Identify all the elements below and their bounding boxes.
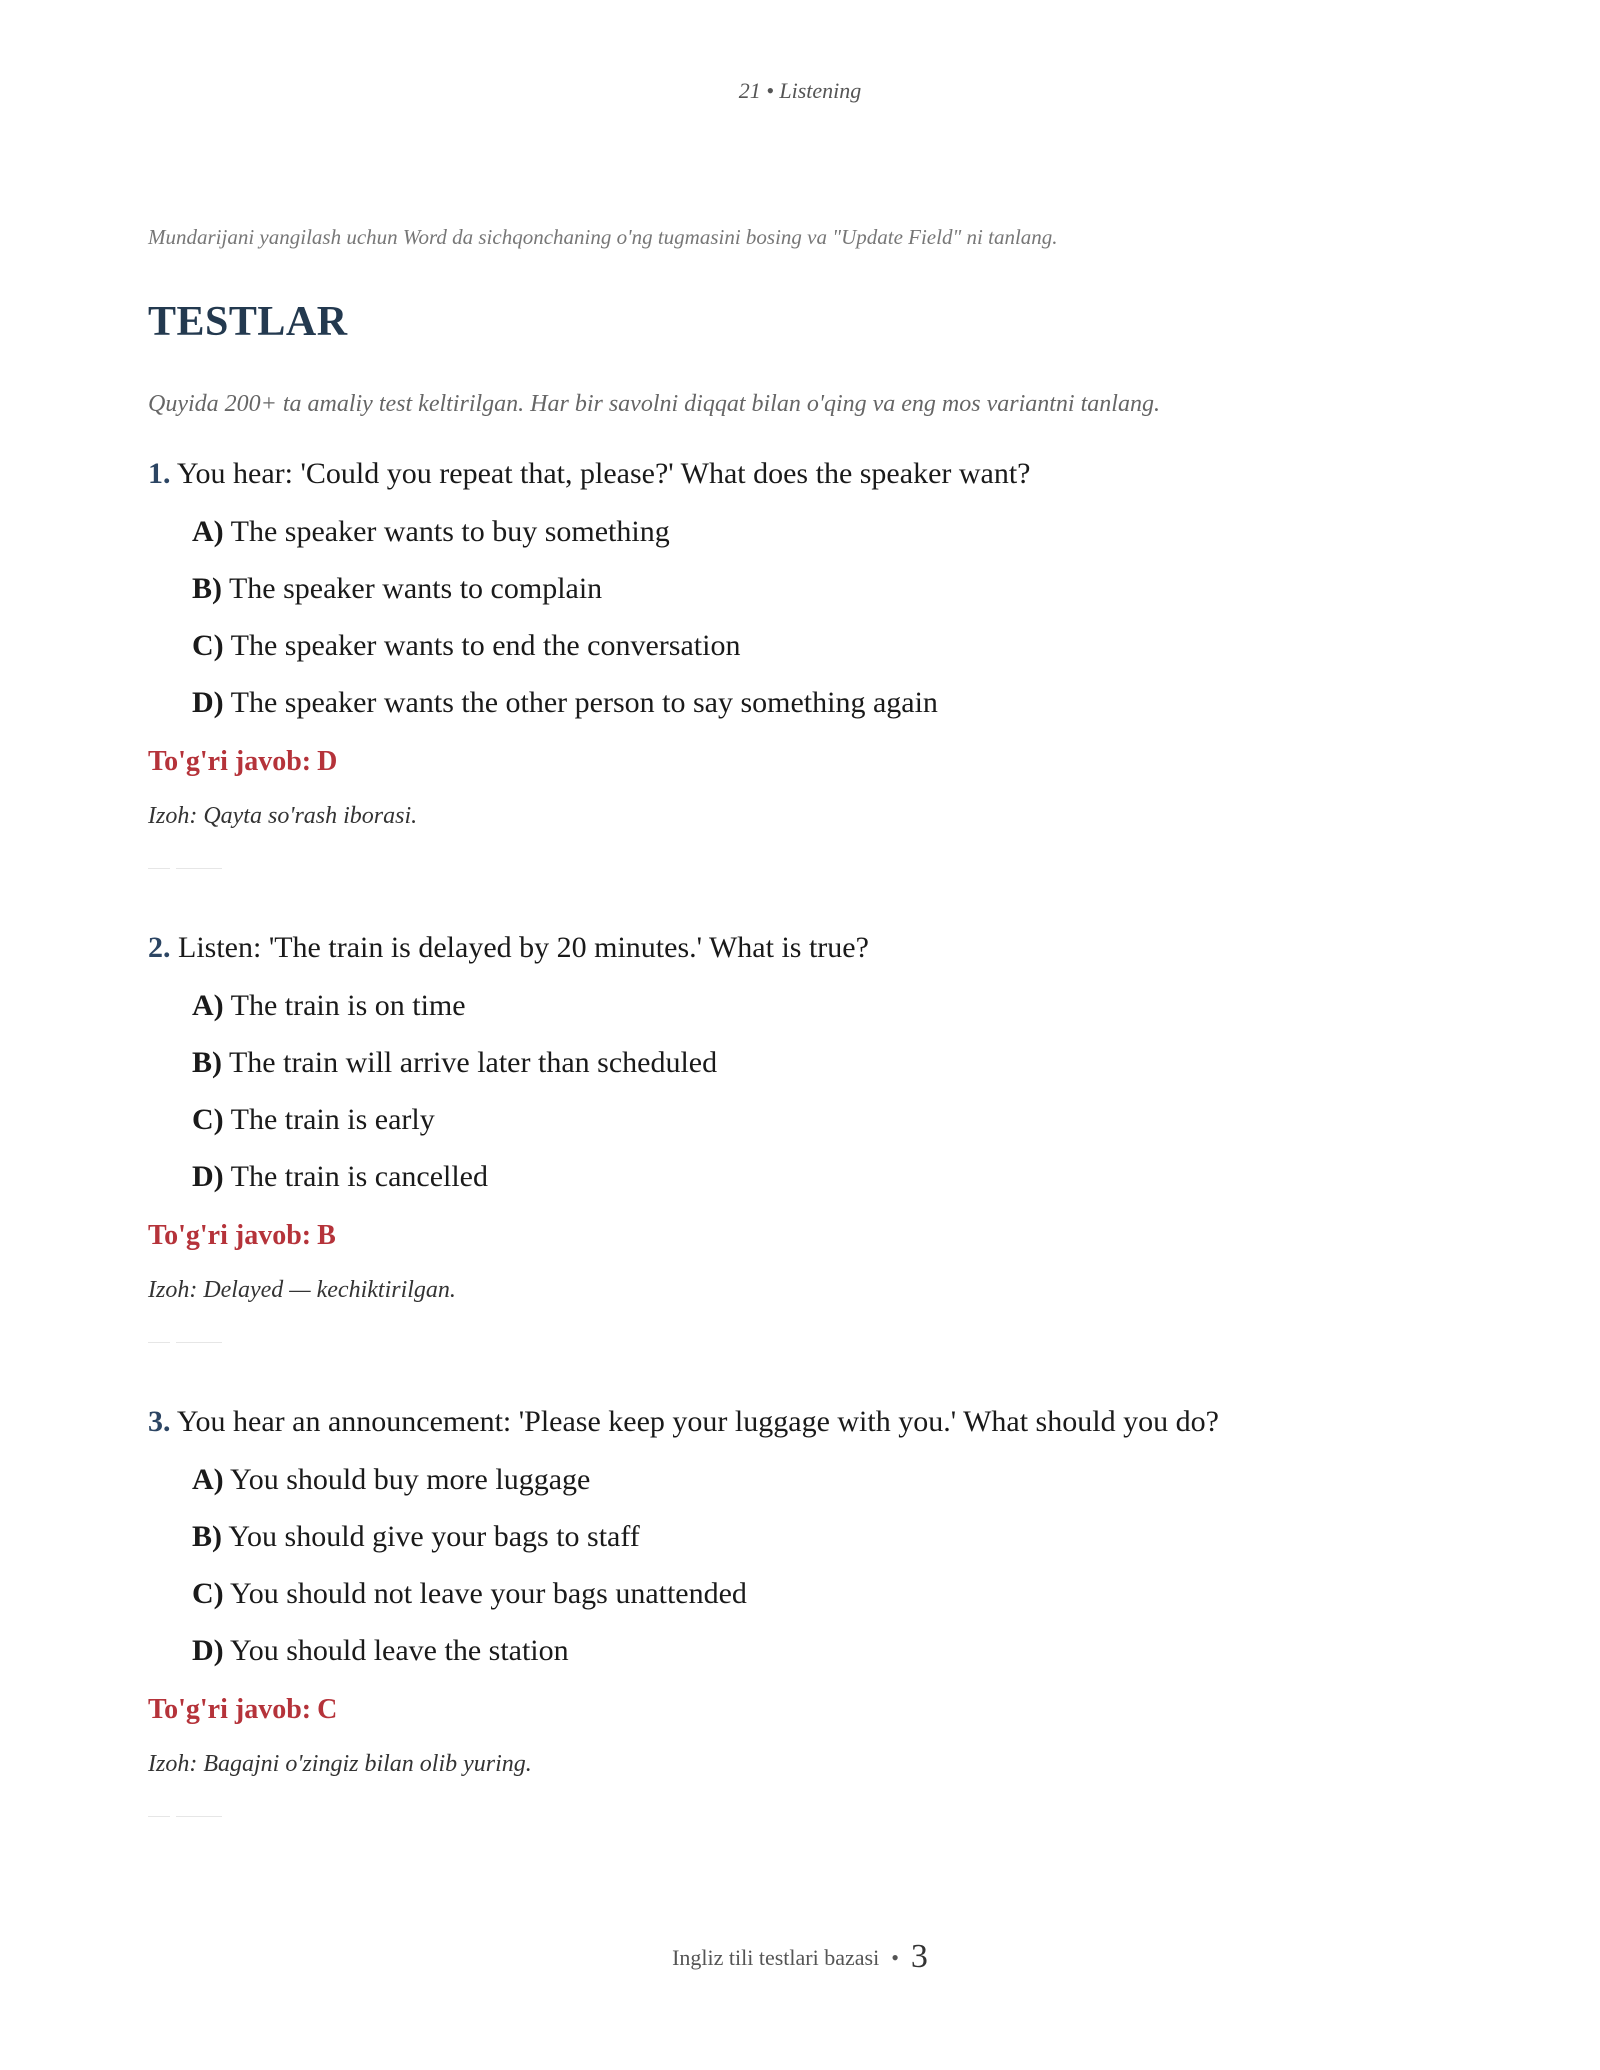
option-letter: B) — [192, 1520, 222, 1553]
question-text — [148, 452, 1468, 496]
page-content — [148, 222, 1468, 1818]
option-d — [192, 681, 1468, 738]
running-header: 21 • Listening — [738, 78, 862, 103]
answer-label: To'g'ri javob: — [148, 1694, 312, 1725]
option-text: The speaker wants to buy something — [230, 515, 670, 548]
question-prompt: You hear an announcement: 'Please keep your luggage with you.' What should you do? — [176, 1405, 1219, 1438]
answer-label: To'g'ri javob: — [148, 1220, 312, 1251]
option-text: The train is on time — [230, 989, 466, 1022]
question-prompt: Listen: 'The train is delayed by 20 minutes.' What is true? — [178, 931, 869, 964]
option-text: The train will arrive later than scheduled — [228, 1046, 718, 1079]
explanation: Izoh: Delayed — kechiktirilgan. — [148, 1277, 456, 1303]
option-text: The speaker wants to end the conversation — [230, 629, 741, 662]
option-a — [192, 1458, 1468, 1515]
correct-answer — [148, 1214, 1468, 1258]
section-heading: TESTLAR — [148, 299, 348, 345]
option-a — [192, 984, 1468, 1041]
question-1 — [148, 452, 1468, 870]
option-b — [192, 567, 1468, 624]
option-letter: A) — [192, 1463, 224, 1496]
option-list — [192, 510, 1468, 738]
option-letter: D) — [192, 686, 224, 719]
footer-separator: • — [891, 1945, 899, 1970]
option-list — [192, 984, 1468, 1212]
option-letter: D) — [192, 1160, 224, 1193]
question-text — [148, 1400, 1468, 1444]
question-3 — [148, 1400, 1468, 1818]
question-prompt: You hear: 'Could you repeat that, please?' What does the speaker want? — [176, 457, 1031, 490]
toc-update-note: Mundarijani yangilash uchun Word da sichqonchaning o'ng tugmasini bosing va "Update Field" ni tanlang. — [148, 225, 1058, 249]
option-a — [192, 510, 1468, 567]
answer-value: D — [317, 746, 338, 777]
question-separator — [148, 1816, 222, 1818]
option-text: You should buy more luggage — [230, 1463, 591, 1496]
correct-answer — [148, 740, 1468, 784]
option-c — [192, 1098, 1468, 1155]
option-letter: A) — [192, 515, 224, 548]
option-text: The train is early — [230, 1103, 435, 1136]
answer-value: B — [317, 1220, 336, 1251]
option-c — [192, 1572, 1468, 1629]
question-number: 2. — [148, 931, 171, 964]
option-letter: D) — [192, 1634, 224, 1667]
option-text: You should give your bags to staff — [228, 1520, 640, 1553]
answer-value: C — [317, 1694, 338, 1725]
question-number: 1. — [148, 457, 171, 490]
question-2 — [148, 926, 1468, 1344]
footer-title: Ingliz tili testlari bazasi — [672, 1945, 880, 1970]
option-letter: B) — [192, 572, 222, 605]
option-letter: C) — [192, 1577, 224, 1610]
explanation: Izoh: Bagajni o'zingiz bilan olib yuring. — [148, 1751, 532, 1777]
option-b — [192, 1515, 1468, 1572]
option-letter: B) — [192, 1046, 222, 1079]
option-letter: C) — [192, 1103, 224, 1136]
question-separator — [148, 1342, 222, 1344]
correct-answer — [148, 1688, 1468, 1732]
option-text: The speaker wants to complain — [228, 572, 603, 605]
option-d — [192, 1155, 1468, 1212]
explanation: Izoh: Qayta so'rash iborasi. — [148, 803, 418, 829]
question-text — [148, 926, 1468, 970]
section-intro: Quyida 200+ ta amaliy test keltirilgan. Har bir savolni diqqat bilan o'qing va eng mos variantni tanlang. — [148, 391, 1160, 417]
option-c — [192, 624, 1468, 681]
option-d — [192, 1629, 1468, 1686]
option-letter: A) — [192, 989, 224, 1022]
question-separator — [148, 868, 222, 870]
option-text: You should leave the station — [230, 1634, 569, 1667]
question-number: 3. — [148, 1405, 171, 1438]
answer-label: To'g'ri javob: — [148, 746, 312, 777]
option-text: You should not leave your bags unattended — [230, 1577, 747, 1610]
option-text: The speaker wants the other person to say something again — [230, 686, 938, 719]
page-number: 3 — [910, 1938, 928, 1975]
page-footer — [0, 1938, 1600, 1976]
option-text: The train is cancelled — [230, 1160, 488, 1193]
option-list — [192, 1458, 1468, 1686]
option-b — [192, 1041, 1468, 1098]
option-letter: C) — [192, 629, 224, 662]
